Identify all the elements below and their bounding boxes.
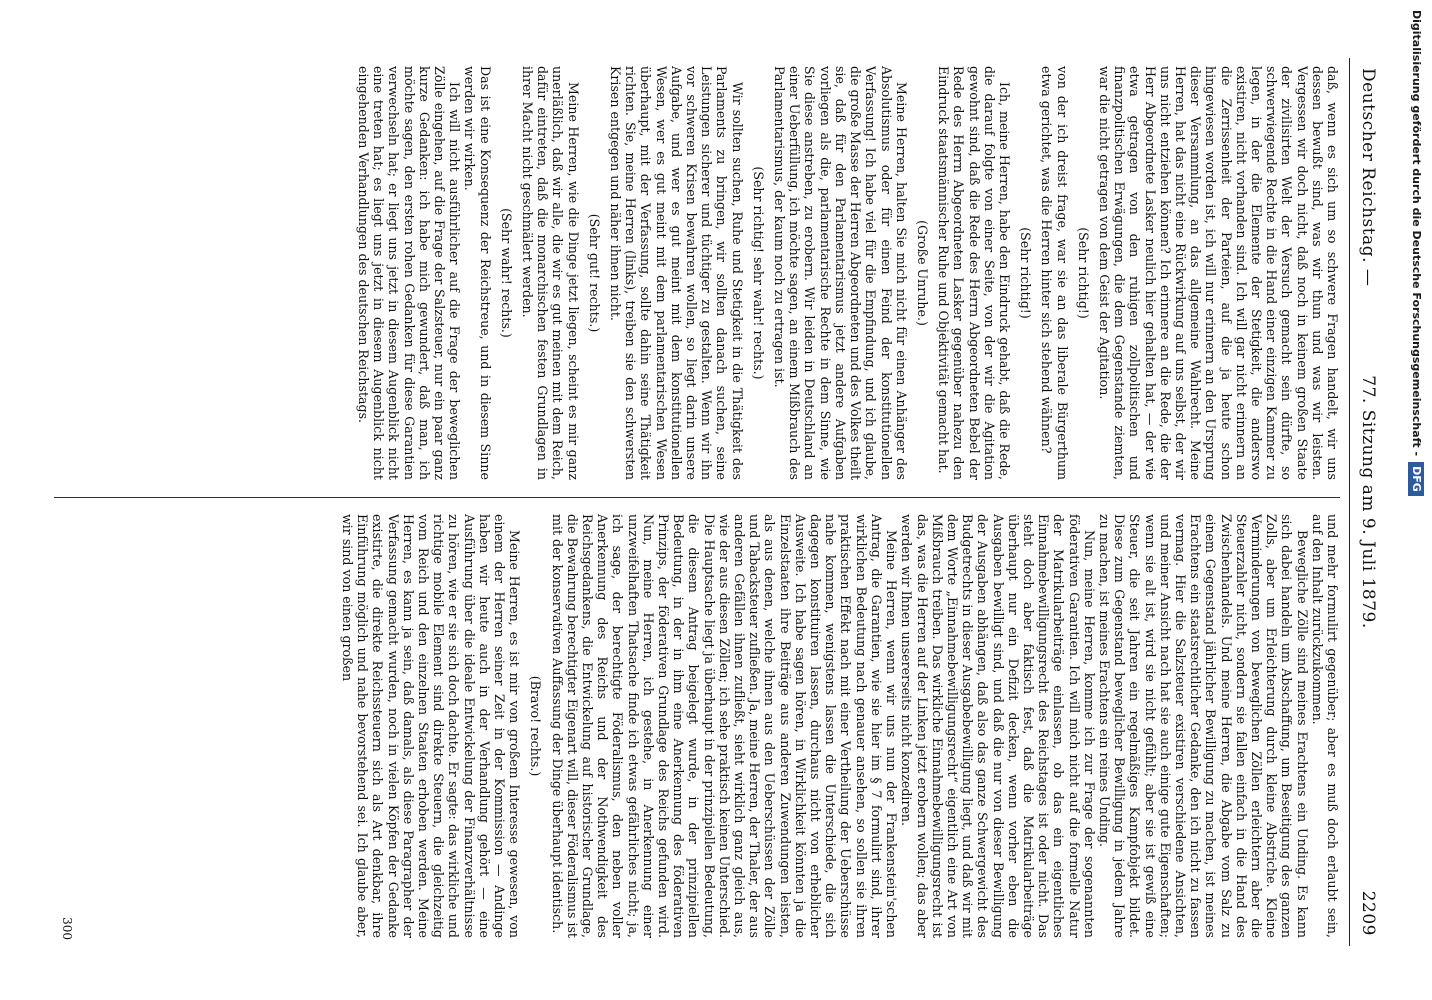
text-paragraph: Ich, meine Herren, habe den Eindruck gehabt, daß die Rede, die darauf folgte von einer Seite, von der wir die Agitation gewohnt sind, daß die Rede des Herrn Abgeordneten Bebel der Rede des Herrn Abgeordneten Lasker gegenüber nahezu den Eindruck staatsmännischer Ruhe und Objektivität gemacht hat. [936,66,1012,480]
newspaper-page [54,58,1384,946]
credit-text: Digitalisierung gefördert durch die Deutsche Forschungsgemeinschaft - [1410,10,1423,457]
signature-mark: 300 [60,917,74,940]
text-paragraph: und mehr formulirt gegenüber; aber es muß doch erlaubt sein, auf den Inhalt zurückzukommen. [1309,514,1340,938]
header-publication: Deutscher Reichstag. — [1358,68,1378,287]
text-paragraph: Meine Herren, wenn wir uns nun der Frankenstein'schen Antrag, die Garantien, wie sie hier im § 7 formulirt sind, ihrer wirklichen Bedeutung nach genauer ansehen, so sollen sie ihren praktischen Effekt nach mit einer Vertheilung der Ueberschüsse nahe kommen, wenigstens lassen die Unterschiede, die sich dagegen konstituiren lassen, durchaus nicht von erheblicher Ausweite. Ich habe sagen hören, in Wirklichkeit könnten ja die Einzelstaaten ihre Beiträge aus anderen Zuwendungen leisten, als aus denen, welche ihnen aus den Ueberschüssen der Zölle und Tabacksteuer zufließen. Ja, meine Herren, der Thaler, der aus anderen Gefällen ihnen zufließt, sieht wirklich ganz gleich aus, wie der aus diesen Zöllen; ich sehe praktisch keinen Unterschied. Die Hauptsache liegt ja überhaupt in der prinzipiellen Bedeutung, die diesem Antrag beigelegt wurde, in der prinzipiellen Bedeutung, in der in ihm eine Anerkennung des föderativen Prinzips, der föderativen Grundlage des Reichs gefunden wird. Nun, meine Herren, ich gestehe, in Anerkennung einer unzweifelhaften Thatsache finde ich etwas gefährliches nicht; ja, ich sage, der berechtigte Föderalismus, den neben voller Anerkennung des Reichs und der Nothwendigkeit des Reichsgedankens, die Entwickelung auf historischer Grundlage, die Bewahrung berechtigter Eigenart will, dieser Föderalismus ist mit der konservativen Auffassung der Dinge überhaupt identisch. [549,514,900,938]
page-header [1349,58,1384,946]
text-paragraph: Wir sollten suchen, Ruhe und Stetigkeit in die Thätigkeit des Parlaments zu bringen, wir sollten danach suchen, seine Leistungen sicherer und tüchtiger zu gestalten. Wenn wir ihn vor schweren Krisen bewahren wollen, so liegt darin unsere Aufgabe, und wer es gut meint mit dem konstitutionellen Wesen, wer es gut meint mit dem parlamentarischen Wesen überhaupt, mit der Verfassung, sollte dahin seine Thätigkeit richten. Sie, meine Herren (links), treiben sie den schwersten Krisen entgegen und näher ihnen nicht. [608,66,745,480]
left-column [54,66,1340,480]
text-paragraph: Bewegliche Zölle sind meines Erachtens ein Unding. Es kann sich dabei handeln um Abschaffung, um Beseitigung des ganzen Zolls, aber um Erleichterung durch kleine Abstriche. Kleine Verminderungen von beweglichen Zöllen erleichtern aber die Steuerzahler nicht, sondern sie fallen einfach in die Hand des Zwischenhandels. Und meine Herren, die Abgabe vom Salz zu einem Gegenstand jährlicher Bewilligung zu machen, ist meines Erachtens ein staatsrechtlicher Gedanke, den ich nicht zu fassen vermag. Hier die Salzsteuer existiren verschiedene Ansichten, und meiner Ansicht nach hat sie auch einige gute Eigenschaften; wenn sie alt ist, wird sie nicht gefühlt; aber sie ist gewiß eine Steuer, die seit Jahren ein regelmäßiges Kampfobjekt bildet. Diese zum Gegenstand beweglicher Bewilligung in jedem Jahre zu machen, ist meines Erachtens ein reines Unding. [1096,514,1310,938]
reaction-note: (Große Unruhe.) [914,220,930,326]
right-column [54,514,1340,938]
dfg-logo: DFG [1408,462,1424,496]
reaction-note: (Sehr richtig!) [1075,227,1091,319]
text-paragraph: von der ich dreist frage, war sie an das liberale Bürgerthum etwa gerichtet, was die Herren hinter sich stehend wähnen? [1039,66,1070,480]
digitization-credit [1404,0,1428,1000]
text-paragraph: Ich will nicht ausführlicher auf die Frage der beweglichen Zölle eingehen, auf die Frage der Salzsteuer, nur ein paar ganz kurze Gedanken: ich habe mich gewundert, daß man, ich möchte sagen, den ersten rohen Gedanken für diese Garantien verwechseln hat; er liegt uns jetzt in diesem Augenblick nicht eine treten hat; es liegt uns jetzt in diesem Augenblick nicht eingehenden Verhandlungen des deutschen Reichstags. [356,66,463,480]
text-paragraph: Meine Herren, halten Sie mich nicht für einen Anhänger des Absolutismus oder für einen Feind der konstitutionellen Verfassung! Ich habe viel für die Empfindung, und ich glaube, die große Masse der Herren Abgeordneten und des Volkes theilt sie, daß für den Parlamentarismus jetzt andere Aufgaben vorliegen als die, parlamentarische Rechte in dem Sinne, wie Sie diese anstreben, zu erobern. Wir leiden in Deutschland an einer Ueberfüllung, ich möchte sagen, an einem Mißbrauch des Parlamentarismus, der kaum noch zu ertragen ist. [772,66,909,480]
reaction-note: (Sehr richtig! sehr wahr! rechts.) [750,166,766,380]
reaction-note: (Sehr wahr! rechts.) [498,208,514,338]
reaction-note: (Sehr richtig!) [1018,227,1034,319]
text-paragraph: daß, wenn es sich um so schwere Fragen handelt, wir uns dessen bewußt sind, was wir thun und was wir leisten. Vergessen wir doch nicht, daß noch in keinem großen Staate der zivilisirten Welt der Versuch gemacht sein dürfte, so schwerwiegende Rechte in die Hand einer einzigen Kammer zu legen, in der die Elemente der Stetigkeit, die anderswo existiren, nicht vorhanden sind. Ich will gar nicht erinnern an die Zerrissenheit der Parteien, auf die ja heute schon hingewiesen worden ist, ich will nur erinnern an den Ursprung dieser Versammlung, an das allgemeine Wahlrecht. Meine Herren, hat das nicht eine Rückwirkung auf uns selbst, der wir uns nicht entziehen können? Ich erinnere an die Rede, die der Herr Abgeordnete Lasker neulich hier gehalten hat, — der wie etwa getragen von den ruhigen zollpolitischen und finanzpolitischen Erwägungen, die dem Gegenstande ziemten, war die nicht getragen von dem Geist der Agitation. [1096,66,1340,480]
reaction-note: (Bravo! rechts.) [528,675,544,777]
text-paragraph: Meine Herren, es ist mir von großem Interesse gewesen, von einem der Herren seiner Zeit in der Kommission — Andinge haben wir heute auch in der Verhandlung gehört — eine Ausführung über die ideale Entwickelung der Finanzverhältnisse zu hören, wie er sie sich doch dachte. Er sagte: das wirkliche und richtige mobile Element sind direkte Steuern, die gleichzeitig vom Reich und den einzelnen Staaten erhoben werden. Meine Herren, es kann ja sein, daß damals, als diese Paragrapher der Verfassung gemacht wurden, noch in vielen Köpfen der Gedanke existirte, die direkte Reichssteuern sich als Art denkbar, ihre Einführung möglich und nahe bevorstehend sei. Ich glaube aber, wir sind von einen großen [340,514,523,938]
text-paragraph: Das ist eine Konsequenz der Reichstreue, und in diesem Sinne werden wir wirken. [462,66,493,480]
text-columns [54,58,1340,946]
page-number: 2209 [1358,890,1378,936]
header-session: 77. Sitzung am 9. Juli 1879. [1358,375,1378,629]
text-paragraph: Nun, meine Herren, komme ich zur Frage der sogenannten föderativen Garantien. Ich will mich nicht auf die formelle Natur der Matrikularbeiträge einlassen, ob das ein eigentliches Einnahmebewilligungsrecht des Reichstages ist oder nicht. Das steht doch aber faktisch fest, daß die Matrikularbeiträge überhaupt nur ein Defizit decken, wenn vorher eben die Ausgaben bewilligt sind, und daß die nur von dieser Bewilligung der Ausgaben abhängen, daß also das ganze Schwergewicht des Budgetrechts in dieser Ausgabebewilligung liegt, und daß wir mit dem Worte „Einnahmebewilligungsrecht“ eigentlich eine Art von Mißbrauch treiben. Das wirkliche Einnahmebewilligungsrecht ist das, was die Herren auf der Linken jetzt erobern wollen; das aber werden wir Ihnen unsererseits nicht konzediren. [899,514,1097,938]
reaction-note: (Sehr gut! rechts.) [586,213,602,333]
text-paragraph: Meine Herren, wie die Dinge jetzt liegen, scheint es mir ganz unerläßlich, daß wir alle, die wir es gut meinen mit dem Reich, dafür eintreten, daß die monarchischen festen Grundlagen in ihrer Macht nicht geschmälert werden. [520,66,581,480]
